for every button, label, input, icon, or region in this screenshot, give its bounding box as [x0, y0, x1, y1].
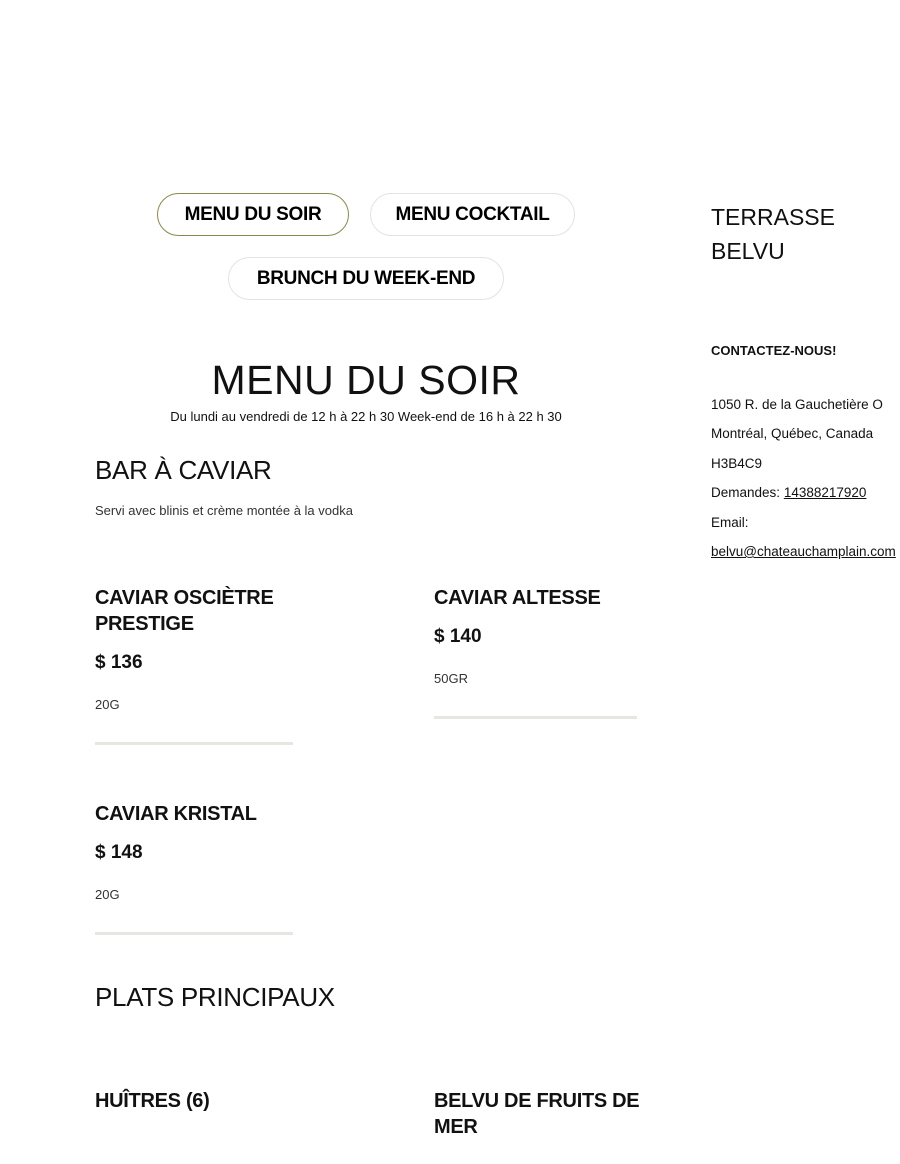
contact-heading: CONTACTEZ-NOUS! [711, 343, 837, 358]
divider [95, 742, 293, 745]
divider [95, 932, 293, 935]
sidebar-title: TERRASSE BELVU [711, 204, 835, 264]
section-title: BAR À CAVIAR [95, 455, 272, 485]
divider [434, 716, 637, 719]
menu-item [95, 801, 293, 935]
tab-brunch[interactable]: BRUNCH DU WEEK-END [228, 257, 504, 300]
tab-menu-cocktail[interactable]: MENU COCKTAIL [370, 193, 575, 236]
item-size: 50GR [434, 671, 468, 686]
address-city: Montréal, Québec, Canada [711, 426, 874, 441]
menu-item [434, 585, 637, 719]
item-size: 20G [95, 697, 120, 712]
menu-hours: Du lundi au vendredi de 12 h à 22 h 30 Week-end de 16 h à 22 h 30 [170, 409, 562, 424]
item-price: $ 148 [95, 842, 143, 863]
email-label: Email: [711, 515, 749, 530]
item-name: HUÎTRES (6) [95, 1090, 210, 1112]
item-price: $ 136 [95, 652, 143, 673]
item-price: $ 140 [434, 626, 482, 647]
postal-code: H3B4C9 [711, 456, 763, 471]
item-name: BELVU DE FRUITS DE MER [434, 1090, 640, 1138]
item-name: CAVIAR KRISTAL [95, 803, 257, 825]
phone-link[interactable]: 14388217920 [783, 485, 867, 500]
item-size: 20G [95, 887, 120, 902]
item-name: CAVIAR OSCIÈTRE PRESTIGE [95, 587, 274, 635]
phone-label: Demandes: [711, 485, 781, 500]
page-title: MENU DU SOIR [211, 357, 521, 403]
email-link[interactable]: belvu@chateauchamplain.com [711, 544, 896, 559]
address-line: 1050 R. de la Gauchetière O [711, 397, 883, 412]
phone-row [711, 485, 900, 500]
item-name: CAVIAR ALTESSE [434, 587, 601, 609]
menu-item [95, 585, 293, 745]
section-title: PLATS PRINCIPAUX [95, 982, 335, 1012]
tab-menu-du-soir[interactable]: MENU DU SOIR [157, 193, 349, 236]
section-description: Servi avec blinis et crème montée à la vodka [95, 503, 353, 518]
